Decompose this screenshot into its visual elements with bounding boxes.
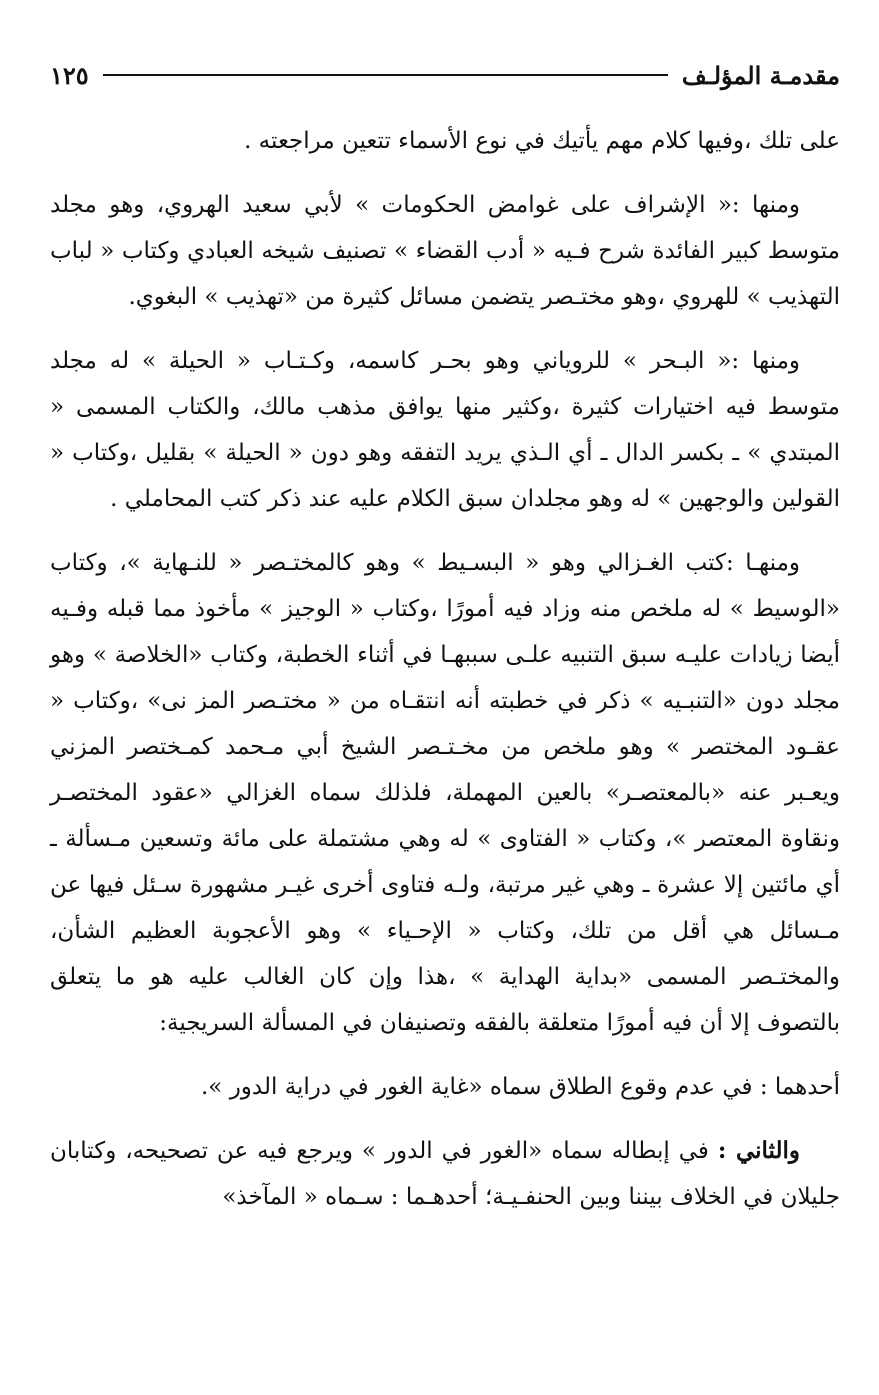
paragraph-text: ومنهـا :كتب الغـزالي وهو « البسـيط » وهو كالمختـصر « للنـهاية »، وكتاب «الوسيط » له ملخص منه وزاد فيه أمورًا ،وكتاب « الوجيز » مأخوذ مما قبله وفـيه أيضا زيادات عليـه سبق التنبيه علـى سببهـا في أثناء الخطبة، وكتاب «الخلاصة » وهو مجلد دون «التنبـيه » ذكر في خطبته أنه انتقـاه من « مختـصر المز نى» ،وكتاب « عقـود المختصر » وهو ملخص من مخـتـصر الشيخ أبي مـحمد كمـختصر المزني ويعـبر عنه «بالمعتصـر» بالعين المهملة، فلذلك سماه الغزالي «عقود المختصـر ونقاوة المعتصر »، وكتاب « الفتاوى » له وهي مشتملة على مائة وتسعين مـسألة ـ أي مائتين إلا عشرة ـ وهي غير مرتبة، ولـه فتاوى أخرى غيـر مشهورة سـئل فيها عن مـسائل هي أقل من تلك، وكتاب « الإحـياء » وهو الأعجوبة العظيم الشأن، والمختـصر المسمى «بداية الهداية » ،هذا وإن كان الغالب عليه هو ما يتعلق بالتصوف إلا أن فيه أمورًا متعلقة بالفقه وتصنيفان في المسألة السريجية: (50, 550, 840, 1036)
chapter-title: مقدمـة المؤلـف (681, 60, 840, 90)
paragraph-lead: والثاني : (717, 1137, 801, 1164)
paragraph-text: أحدهما : في عدم وقوع الطلاق سماه «غاية الغور في دراية الدور ». (201, 1074, 840, 1100)
running-header (50, 52, 840, 98)
page-number: ١٢٥ (50, 60, 89, 90)
paragraph-text: على تلك ،وفيها كلام مهم يأتيك في نوع الأسماء تتعين مراجعته . (244, 128, 840, 154)
paragraph-text: ومنها :« البـحر » للروياني وهو بحـر كاسمه، وكـتـاب « الحيلة » له مجلد متوسط فيه اختيارات كثيرة ،وكثير منها يوافق مذهب مالك، والكتاب المسمى « المبتدي » ـ بكسر الدال ـ أي الـذي يريد التفقه وهو دون « الحيلة » بقليل ،وكتاب « القولين والوجهين » له وهو مجلدان سبق الكلام عليه عند ذكر كتب المحاملي . (50, 348, 840, 512)
paragraph (50, 118, 840, 164)
paragraph (50, 1064, 840, 1110)
paragraph (50, 540, 840, 1046)
paragraph (50, 182, 840, 320)
document-page (50, 52, 840, 1238)
paragraph (50, 1128, 840, 1220)
paragraph-text: ومنها :« الإشراف على غوامض الحكومات » لأبي سعيد الهروي، وهو مجلد متوسط كبير الفائدة شرح فـيه « أدب القضاء » تصنيف شيخه العبادي وكتاب « لباب التهذيب » للهروي ،وهو مختـصر يتضمن مسائل كثيرة من «تهذيب » البغوي. (50, 192, 840, 310)
paragraph-text: في إبطاله سماه «الغور في الدور » ويرجع فيه عن تصحيحه، وكتابان جليلان في الخلاف بيننا وبين الحنفـيـة؛ أحدهـما : سـماه « المآخذ» (50, 1138, 840, 1210)
paragraph (50, 338, 840, 522)
body-text (50, 118, 840, 1220)
header-rule (103, 74, 668, 76)
